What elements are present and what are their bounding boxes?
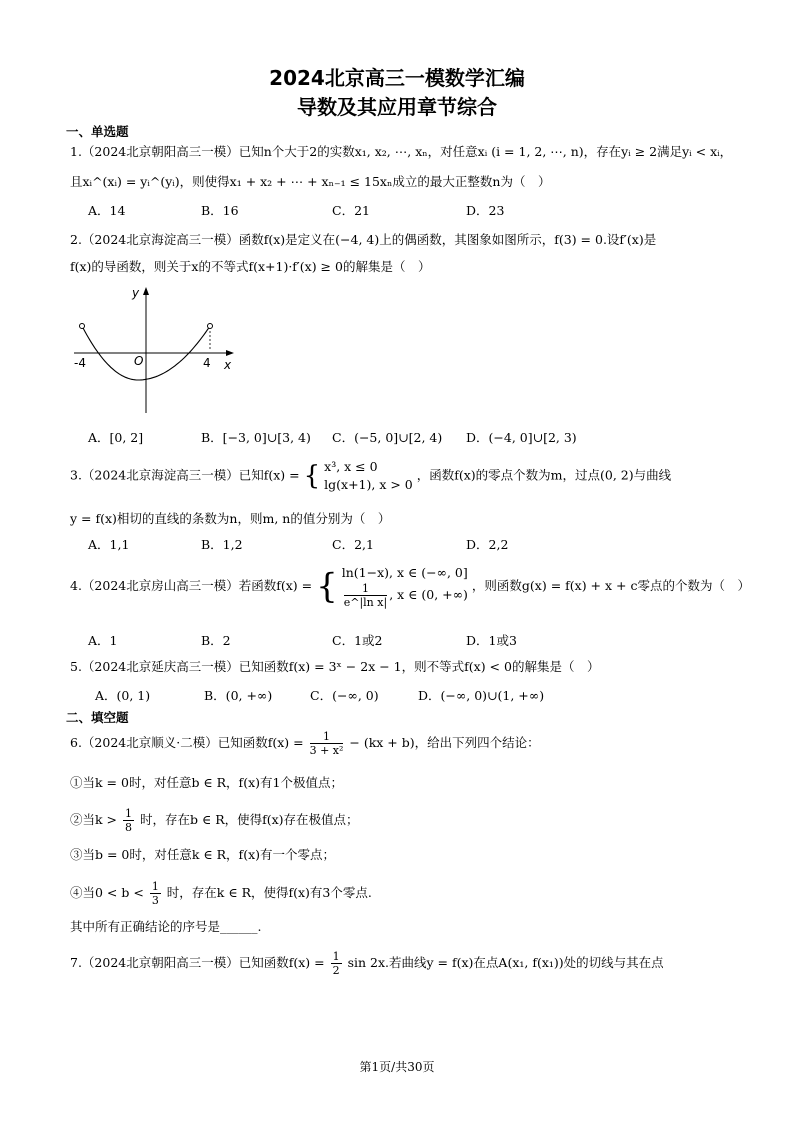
q6-s2-numerator: 1 [125, 807, 133, 820]
section-heading-fill-blank: 二、填空题 [66, 710, 129, 725]
q6-statement-3: ③当b = 0时，对任意k ∈ R，f(x)有一个零点； [70, 847, 335, 862]
q5-option-a: A．(0, 1) [95, 688, 151, 703]
q4-option-b: B．2 [201, 633, 231, 648]
q3-suffix: ，函数f(x)的零点个数为m，过点(0, 2)与曲线 [416, 467, 672, 483]
q6-fraction-denominator: 3 + x² [309, 744, 344, 757]
q6-s4-fraction [150, 880, 161, 907]
q1-option-c: C．21 [332, 203, 370, 218]
q7-suffix: sin 2x.若曲线y = f(x)在点A(x₁, f(x₁))处的切线与其在点 [347, 955, 664, 970]
q3-option-c: C．2,1 [332, 537, 374, 552]
q6-s2-denominator: 8 [125, 821, 133, 834]
q3-case2: lg(x+1), x > 0 [324, 477, 413, 492]
x-axis-label: x [224, 358, 232, 372]
q1-stem-line2: 且xᵢ^(xᵢ) = yᵢ^(yᵢ)，则使得x₁ + x₂ + ⋯ + xₙ₋₁ ≤ 15xₙ成立的最大正整数n为（ ） [70, 174, 551, 189]
q1-stem-line1: 1.（2024北京朝阳高三一模）已知n个大于2的实数x₁, x₂, ⋯, xₙ，对任意xᵢ (i = 1, 2, ⋯, n)，存在yᵢ ≥ 2满足yᵢ < xᵢ， [70, 144, 733, 159]
q7-stem-line1 [70, 950, 664, 977]
document-title-line1: 2024北京高三一模数学汇编 [269, 66, 525, 90]
q6-fraction [310, 730, 344, 757]
q4-case2 [342, 582, 468, 609]
q3-option-d: D．2,2 [466, 537, 509, 552]
section-heading-single-choice: 一、单选题 [66, 124, 129, 139]
q7-fraction-numerator: 1 [332, 950, 340, 963]
y-axis-arrow [143, 287, 149, 295]
q6-s4-numerator: 1 [151, 880, 159, 893]
q6-s4-suffix: 时，存在k ∈ R，使得f(x)有3个零点. [166, 885, 372, 900]
q6-question: 其中所有正确结论的序号是______. [70, 919, 262, 934]
q6-suffix: − (kx + b)，给出下列四个结论： [349, 735, 540, 750]
q3-stem-line2: y = f(x)相切的直线的条数为n，则m, n的值分别为（ ） [70, 511, 391, 526]
q4-case2-domain: , x ∈ (0, +∞) [389, 587, 468, 602]
q4-prefix: 4.（2024北京房山高三一模）若函数f(x) = [70, 578, 313, 593]
q2-function-graph [70, 283, 240, 418]
q6-fraction-numerator: 1 [310, 730, 344, 744]
q7-fraction [331, 950, 342, 977]
q2-stem-line2: f(x)的导函数，则关于x的不等式f(x+1)·f′(x) ≥ 0的解集是（ ） [70, 259, 431, 274]
left-open-endpoint [80, 324, 85, 329]
q4-cases [342, 564, 468, 609]
q1-option-b: B．16 [201, 203, 239, 218]
q2-option-d: D．(−4, 0]∪[2, 3) [466, 430, 577, 445]
right-open-endpoint [208, 324, 213, 329]
x-axis-arrow [226, 350, 234, 356]
q4-suffix: ，则函数g(x) = f(x) + x + c零点的个数为（ ） [471, 578, 750, 593]
q4-option-a: A．1 [88, 633, 118, 648]
document-title-line2: 导数及其应用章节综合 [297, 95, 497, 119]
q3-brace: { [303, 461, 321, 491]
q3-option-b: B．1,2 [201, 537, 243, 552]
y-axis-label: y [132, 286, 140, 300]
q4-case2-denominator: e^|ln x| [343, 596, 388, 609]
q3-prefix: 3.（2024北京海淀高三一模）已知f(x) = [70, 467, 300, 483]
right-tick-label: 4 [203, 356, 211, 370]
q4-case1: ln(1−x), x ∈ (−∞, 0] [341, 565, 468, 580]
q6-prefix: 6.（2024北京顺义·二模）已知函数f(x) = [70, 735, 304, 750]
page-footer: 第1页/共30页 [359, 1060, 435, 1074]
q2-option-a: A．[0, 2] [88, 430, 144, 445]
q6-s4-prefix: ④当0 < b < [70, 885, 144, 900]
q6-statement-1: ①当k = 0时，对任意b ∈ R，f(x)有1个极值点； [70, 775, 343, 790]
q4-case2-fraction [344, 582, 387, 609]
q3-option-a: A．1,1 [88, 537, 130, 552]
q2-option-c: C．(−5, 0]∪[2, 4) [332, 430, 443, 445]
q3-cases [324, 458, 413, 494]
q5-option-b: B．(0, +∞) [204, 688, 273, 703]
q5-option-c: C．(−∞, 0) [310, 688, 379, 703]
q4-stem-line1 [70, 564, 750, 609]
q6-s4-denominator: 3 [151, 894, 159, 907]
q2-option-b: B．[−3, 0]∪[3, 4) [201, 430, 311, 445]
q4-brace: { [316, 566, 338, 607]
left-tick-label: -4 [74, 356, 86, 370]
q4-case2-numerator: 1 [344, 582, 387, 596]
q3-stem-line1 [70, 458, 671, 494]
q1-option-d: D．23 [466, 203, 505, 218]
q4-option-c: C．1或2 [332, 633, 383, 648]
q5-option-d: D．(−∞, 0)∪(1, +∞) [418, 688, 545, 703]
q6-statement-4 [70, 880, 372, 907]
q6-stem-line1 [70, 730, 540, 757]
q6-statement-2 [70, 807, 359, 834]
origin-label: O [134, 354, 144, 368]
q7-prefix: 7.（2024北京朝阳高三一模）已知函数f(x) = [70, 955, 325, 970]
q6-s2-prefix: ②当k > [70, 812, 118, 827]
q7-fraction-denominator: 2 [332, 964, 340, 977]
q4-option-d: D．1或3 [466, 633, 517, 648]
q5-stem-line1: 5.（2024北京延庆高三一模）已知函数f(x) = 3ˣ − 2x − 1，则不等式f(x) < 0的解集是（ ） [70, 659, 600, 674]
q3-case1: x³, x ≤ 0 [324, 459, 378, 474]
q1-option-a: A．14 [88, 203, 126, 218]
q6-s2-fraction [123, 807, 134, 834]
q2-stem-line1: 2.（2024北京海淀高三一模）函数f(x)是定义在(−4, 4)上的偶函数，其图象如图所示，f(3) = 0.设f′(x)是 [70, 232, 657, 247]
q6-s2-suffix: 时，存在b ∈ R，使得f(x)存在极值点； [140, 812, 359, 827]
